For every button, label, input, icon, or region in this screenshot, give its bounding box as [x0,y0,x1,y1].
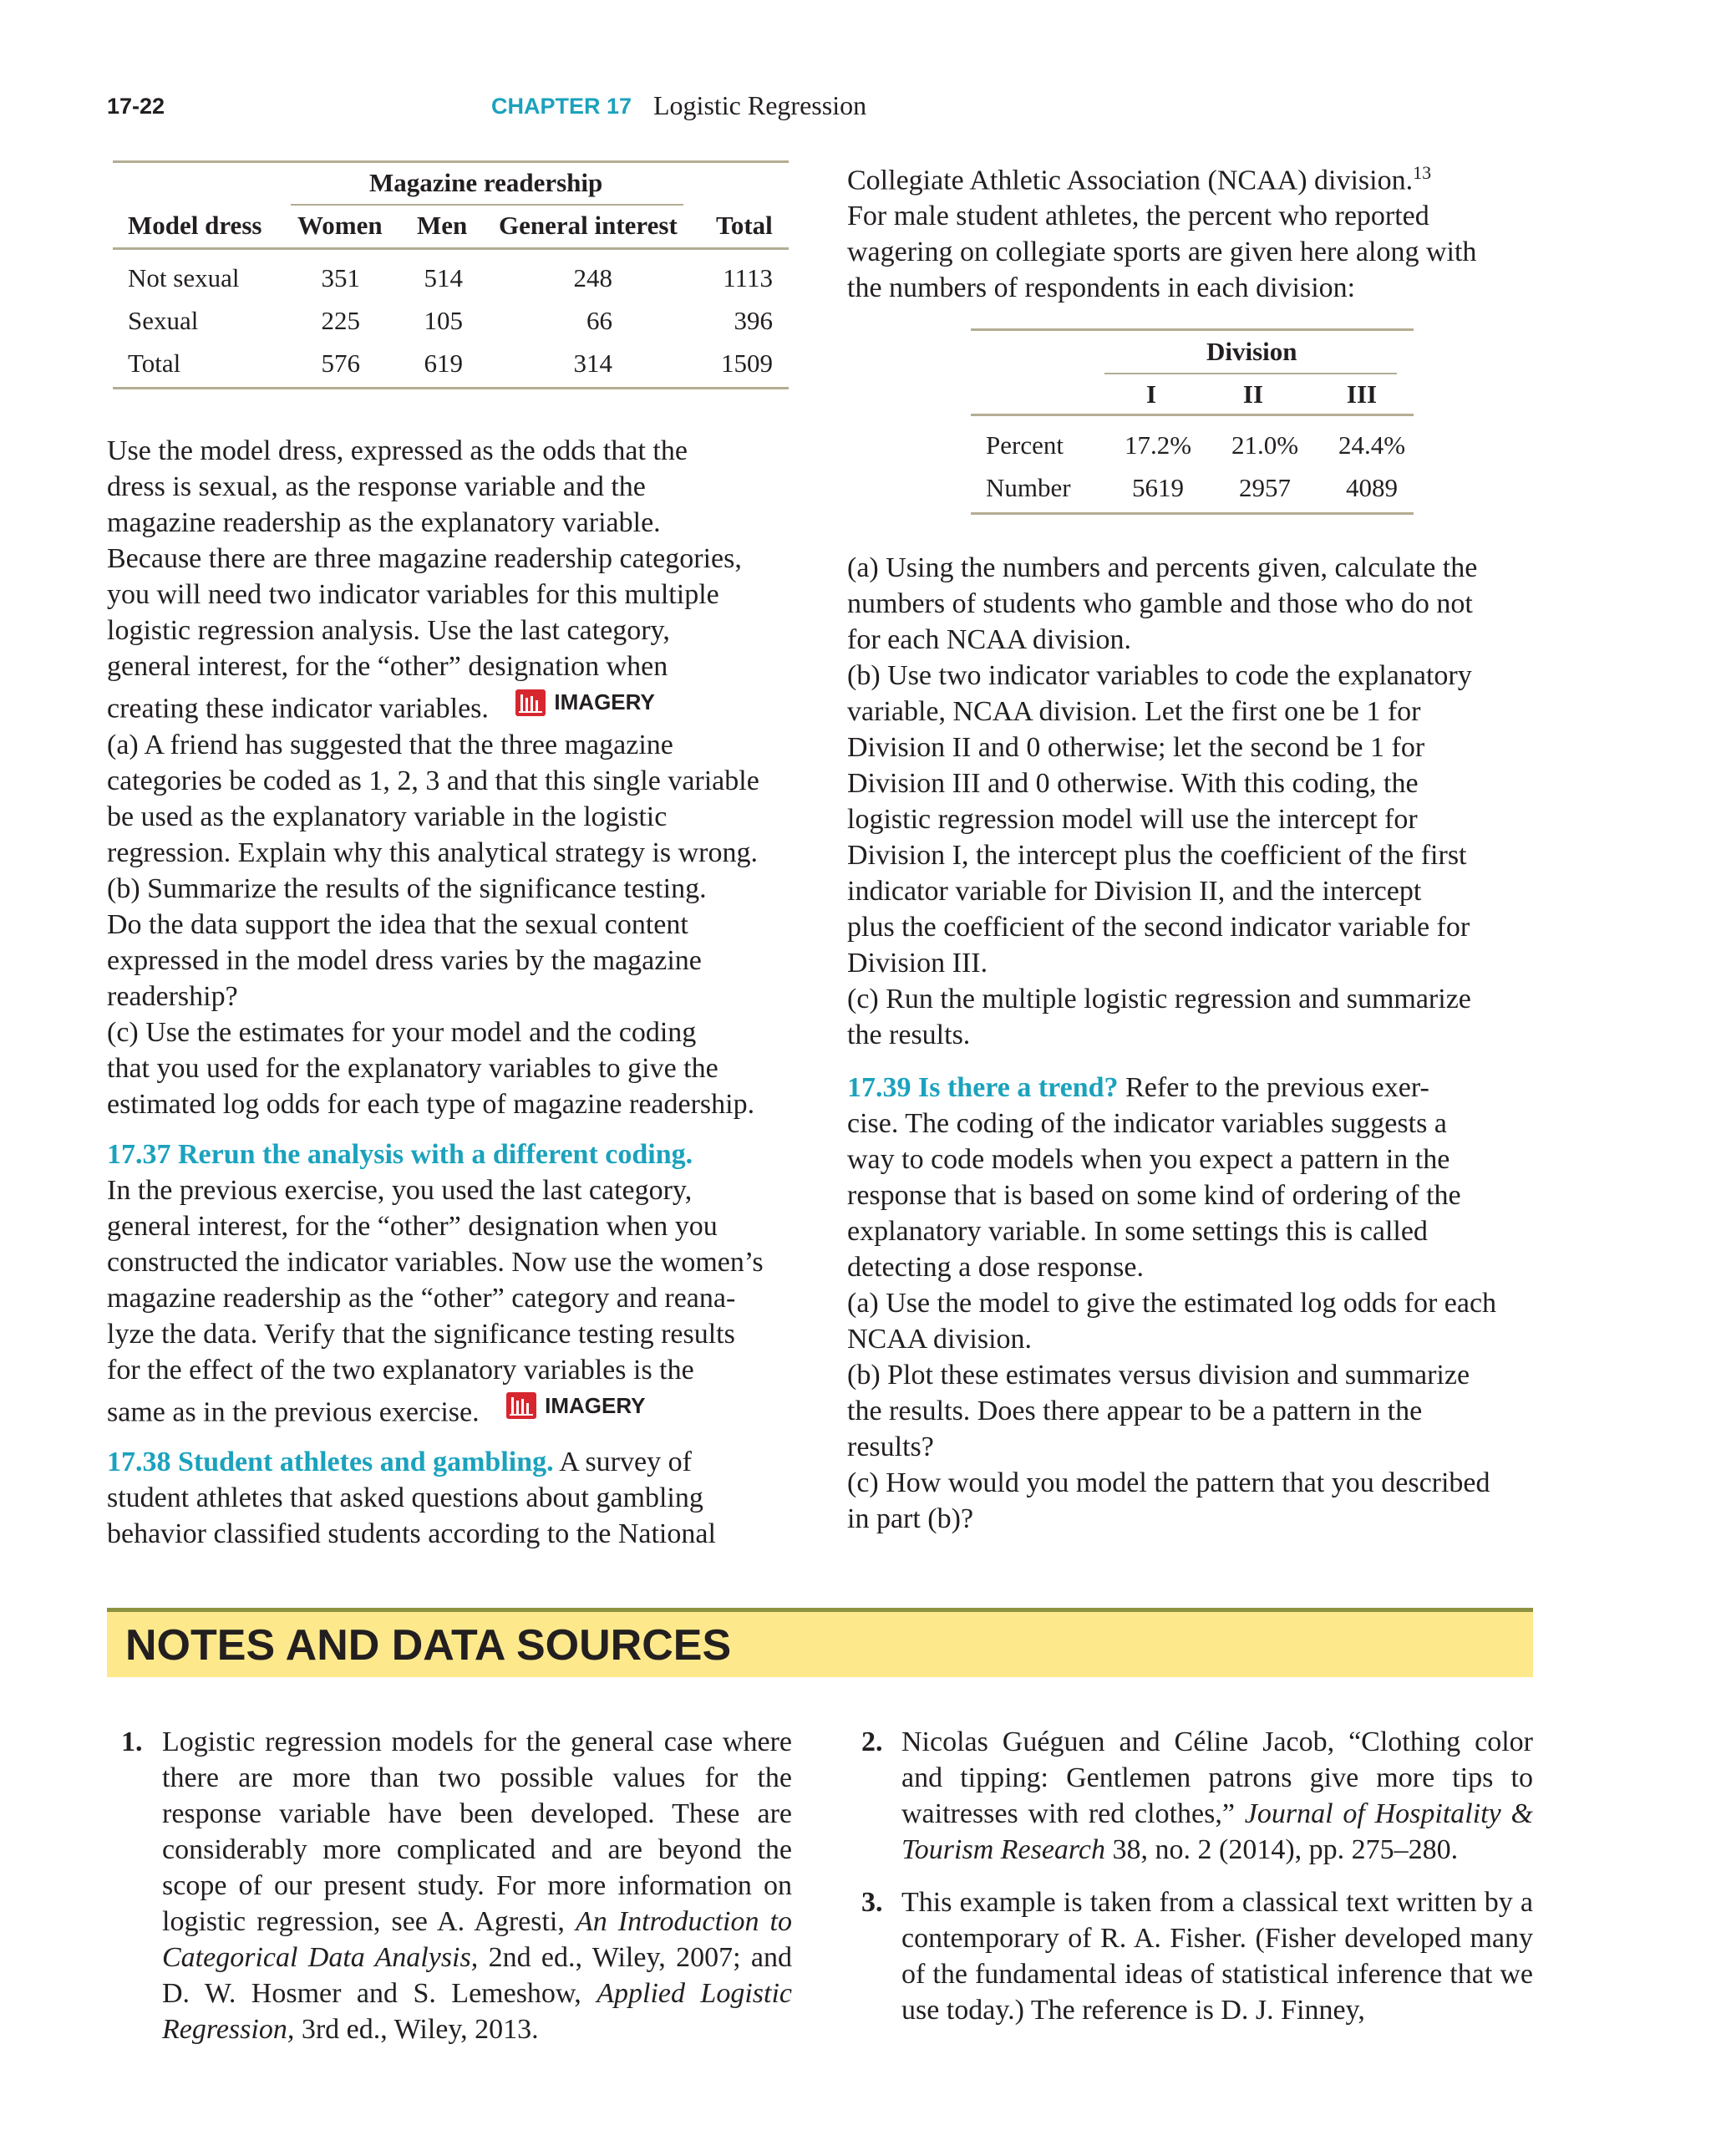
row-label: Sexual [128,305,199,335]
exercise-17-37-title: 17.37 Rerun the analysis with a different coding. [107,1138,693,1170]
text-line: behavior classified students according to the National [107,1518,716,1549]
note-text-part: 3rd ed., Wiley, 2013. [294,2014,539,2045]
text-line: you will need two indicator variables for this multiple [107,579,719,610]
text-line: explanatory variable. In some settings this is called [847,1216,1428,1247]
text-line: student athletes that asked questions about gambling [107,1482,703,1513]
exercise-17-38-first-line [107,1444,800,1480]
note-text [162,1724,792,2047]
chapter-label: CHAPTER 17 [491,94,632,119]
cell: 17.2% [1124,430,1192,460]
text-line-start: Collegiate Athletic Association (NCAA) division. [847,165,1414,196]
text-line: (c) How would you model the pattern that you described [847,1467,1490,1498]
left-column-text [107,433,800,1552]
notes-banner [107,1608,1533,1677]
text-line: (b) Use two indicator variables to code the explanatory [847,660,1472,691]
text-line: dress is sexual, as the response variable and the [107,471,646,502]
cell: 248 [573,262,612,292]
text-line: (b) Plot these estimates versus division and summarize [847,1360,1470,1391]
text-line: results? [847,1431,934,1462]
text-line: Because there are three magazine readership categories, [107,543,742,574]
table-bottom-rule [113,387,789,389]
text-line: general interest, for the “other” designation when [107,651,668,682]
table-header-rule [971,414,1414,416]
text-line: lyze the data. Verify that the significance testing results [107,1318,735,1350]
text-line: the numbers of respondents in each division: [847,272,1356,304]
text-line: in part (b)? [847,1503,974,1534]
text-line: logistic regression analysis. Use the last category, [107,615,670,646]
text-line: wagering on collegiate sports are given here along with [847,236,1477,268]
cell: 21.0% [1231,430,1299,460]
text-line: (c) Use the estimates for your model and the coding [107,1016,697,1048]
table-row [986,424,1425,466]
table-group-rule [291,204,683,206]
row-label: Not sexual [128,262,240,292]
table-group-rule [1104,373,1397,374]
text-line: (a) Use the model to give the estimated log odds for each [847,1288,1497,1319]
text-line: detecting a dose response. [847,1252,1144,1283]
text-line: cise. The coding of the indicator variables suggests a [847,1108,1447,1139]
text-line: expressed in the model dress varies by the magazine [107,944,702,976]
table-group-header: Magazine readership [369,168,603,197]
column-header-division-3: III [1346,379,1378,409]
right-column-text [847,550,1541,1537]
table-row [128,257,773,299]
imagery-label: IMAGERY [554,689,655,714]
text-line-end: Refer to the previous exer- [1125,1072,1429,1103]
chapter-title: Logistic Regression [653,90,867,120]
table-top-rule [971,328,1414,331]
text-line: regression. Explain why this analytical strategy is wrong. [107,836,758,868]
table-row [128,299,773,342]
note-text-part: 38, no. 2 (2014), pp. 275–280. [1105,1834,1459,1865]
text-line: Do the data support the idea that the sexual content [107,908,688,940]
column-header-women: Women [297,211,383,240]
text-line: magazine readership as the “other” category and reana- [107,1282,736,1314]
cell: 351 [321,262,360,292]
text-line: indicator variable for Division II, and the intercept [847,876,1422,907]
text-line: for each NCAA division. [847,624,1131,655]
text-line: Division III and 0 otherwise. With this coding, the [847,768,1419,799]
cell: 396 [734,305,773,335]
exercise-17-39-title: 17.39 Is there a trend? [847,1072,1119,1103]
text-line: Division III. [847,948,988,979]
book-title: An Introduction to Categorical Data Analysis, [162,1906,793,1973]
text-line [107,684,800,727]
note-text: This example is taken from a classical text written by a contemporary of R. A. Fisher. (Fisher developed many of the fundamental ideas of statistical inference that we use today.) The reference is D. J. Finney, [901,1887,1533,2026]
table-group-header: Division [1206,337,1297,366]
footnote-ref: 13 [1413,162,1432,183]
cell: 576 [321,348,360,378]
division-table-body [986,424,1425,509]
row-label: Total [128,348,181,378]
text-line: plus the coefficient of the second indicator variable for [847,912,1470,943]
journal-title: Journal of Hospitality & Tourism Research [901,1798,1533,1865]
imagery-badge [515,684,654,720]
text-line: the results. [847,1020,971,1050]
text-line: response that is based on some kind of ordering of the [847,1180,1461,1211]
text-line [107,1388,800,1431]
text-line: (a) A friend has suggested that the three magazine [107,729,673,760]
table-row [128,342,773,384]
magazine-table-body [128,257,773,384]
text-line-end: creating these indicator variables. [107,693,489,725]
cell: 1113 [723,262,773,292]
table-row [986,466,1425,509]
text-line: way to code models when you expect a pattern in the [847,1144,1450,1175]
text-line: general interest, for the “other” designation when you [107,1210,718,1242]
text-line: (a) Using the numbers and percents given, calculate the [847,552,1478,583]
text-line: readership? [107,980,238,1012]
note-text-part: Nicolas Guéguen and Céline Jacob, “Clothing color and tipping: Gentlemen patrons give more tips to waitresses with red clothes,” [901,1726,1533,1829]
column-header-total: Total [716,211,773,240]
text-line-end: same as in the previous exercise. [107,1396,480,1427]
cell: 5619 [1132,472,1184,502]
text-line: magazine readership as the explanatory variable. [107,507,661,538]
book-title: Applied Logistic Regression, [162,1978,793,2045]
note-text-part: 2nd ed., Wiley, 2007; and D. W. Hosmer and S. Lemeshow, [162,1942,792,2009]
text-line: be used as the explanatory variable in the logistic [107,801,668,832]
text-line: numbers of students who gamble and those who do not [847,588,1473,619]
right-column-intro [847,155,1541,306]
text-line: constructed the indicator variables. Now use the women’s [107,1246,764,1278]
table-bottom-rule [971,512,1414,515]
text-line: Division II and 0 otherwise; let the second be 1 for [847,732,1425,763]
bar-chart-icon [515,689,546,716]
cell: 66 [586,305,612,335]
text-line: logistic regression model will use the intercept for [847,804,1418,835]
row-label: Number [986,472,1071,502]
cell: 225 [321,305,360,335]
bar-chart-icon [506,1392,536,1419]
column-header-division-1: I [1145,379,1157,409]
note-number: 3. [861,1887,883,1918]
cell: 105 [424,305,463,335]
text-line: Use the model dress, expressed as the odds that the [107,435,688,466]
text-line: categories be coded as 1, 2, 3 and that this single variable [107,765,759,796]
text-line: For male student athletes, the percent who reported [847,201,1429,232]
column-header-division-2: II [1242,379,1264,409]
page-number: 17-22 [107,94,165,119]
note-number: 2. [861,1726,883,1757]
exercise-17-38-title: 17.38 Student athletes and gambling. [107,1447,554,1477]
cell: 1509 [721,348,773,378]
notes-title: NOTES AND DATA SOURCES [125,1621,732,1670]
imagery-label: IMAGERY [545,1392,646,1418]
column-header-men: Men [417,211,468,240]
note-text [901,1724,1533,1868]
exercise-17-39-first-line [847,1070,1541,1106]
table-header-rule [113,247,789,250]
cell: 24.4% [1338,430,1406,460]
imagery-badge [506,1388,645,1424]
text-line: that you used for the explanatory variables to give the [107,1052,718,1084]
cell: 619 [424,348,463,378]
table-top-rule [113,160,789,163]
cell: 314 [573,348,612,378]
text-line: In the previous exercise, you used the last category, [107,1174,693,1206]
text-line: NCAA division. [847,1324,1033,1355]
text-line: Division I, the intercept plus the coefficient of the first [847,840,1467,871]
text-line: (c) Run the multiple logistic regression and summarize [847,984,1471,1014]
text-line [847,155,1541,198]
text-line-end: A survey of [559,1447,692,1477]
text-line: the results. Does there appear to be a pattern in the [847,1396,1423,1426]
note-number: 1. [121,1726,143,1757]
table-row-header: Model dress [128,211,262,240]
cell: 2957 [1239,472,1291,502]
row-label: Percent [986,430,1064,460]
cell: 4089 [1346,472,1398,502]
text-line: estimated log odds for each type of magazine readership. [107,1088,755,1120]
note-text-part: Logistic regression models for the general case where there are more than two possible values for the response variable have been developed. These are considerably more complicated and are beyond the scope of our present study. For more information on logistic regression, see A. Agresti, [162,1726,792,1937]
text-line: variable, NCAA division. Let the first one be 1 for [847,696,1421,727]
text-line: for the effect of the two explanatory variables is the [107,1354,694,1386]
cell: 514 [424,262,463,292]
column-header-general-interest: General interest [499,211,678,240]
text-line: (b) Summarize the results of the significance testing. [107,872,707,904]
